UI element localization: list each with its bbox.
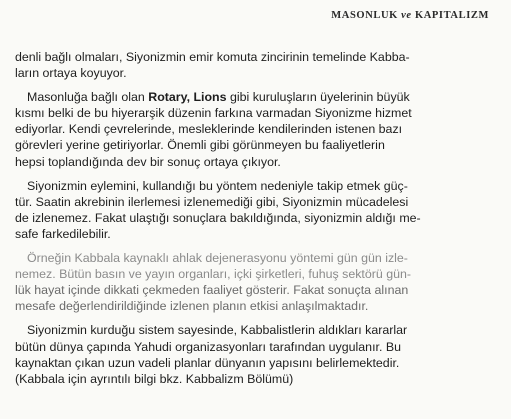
header-title-right: KAPITALIZM — [414, 10, 489, 21]
text-line: (Kabbala için ayrıntılı bilgi bkz. Kabbalizm Bölümü) — [15, 371, 294, 386]
paragraph-5 — [15, 322, 497, 386]
running-header — [331, 10, 489, 21]
text-run: gibi kuruluşların üyelerinin büyük — [226, 90, 410, 105]
header-title-conjunction: ve — [401, 10, 412, 21]
text-line: görevleri yerine getiriyorlar. Önemli gibi görünmeyen bu faaliyetlerin — [15, 138, 385, 153]
text-line: mesafe değerlendirildiğinde izlenen planın etkisi anlaşılmaktadır. — [15, 299, 369, 314]
text-line: Örneğin Kabbala kaynaklı ahlak dejenerasyonu yöntemi gün gün izle- — [27, 251, 408, 266]
text-line: safe farkedilebilir. — [15, 226, 111, 241]
text-line: tür. Saatin akrebinin ilerlemesi izlenemediği gibi, Siyonizmin mücadelesi — [15, 194, 409, 209]
text-line: ların ortaya koyuyor. — [15, 66, 127, 81]
text-line: ediyorlar. Kendi çevrelerinde, mesleklerinde kendilerinden istenen bazı — [15, 122, 403, 137]
bold-organizations: Rotary, Lions — [148, 90, 227, 105]
text-line: Siyonizmin kurduğu sistem sayesinde, Kabbalistlerin aldıkları kararlar — [27, 323, 408, 338]
text-line: lük hayat içinde dikkati çekmeden faaliyet gösterir. Fakat sonuçta alınan — [15, 283, 409, 298]
paragraph-2 — [15, 89, 497, 169]
text-line: bütün dünya çapında Yahudi organizasyonları tarafından uygulanır. Bu — [15, 339, 401, 354]
text-run: Masonluğa bağlı olan — [27, 90, 149, 105]
text-line: kısmı belki de bu hiyerarşik düzenin farkına varmadan Siyonizme hizmet — [15, 106, 412, 121]
text-line: Siyonizmin eylemini, kullandığı bu yöntem nedeniyle takip etmek güç- — [27, 178, 408, 193]
paragraph-3 — [15, 178, 497, 242]
text-line — [15, 89, 497, 105]
text-line: kaynaktan çıkan uzun vadeli planlar dünyanın yapısını belirlemektedir. — [15, 355, 400, 370]
text-line: de izlenemez. Fakat ulaştığı sonuçlara bakıldığında, siyonizmin aldığı me- — [15, 210, 421, 225]
text-line: nemez. Bütün basın ve yayın organları, içki şirketleri, fuhuş sektörü gün- — [15, 267, 412, 282]
text-line: denli bağlı olmaları, Siyonizmin emir komuta zincirinin temelinde Kabba- — [15, 50, 410, 64]
paragraph-1 — [15, 49, 497, 81]
header-title-left: MASONLUK — [331, 10, 398, 21]
text-line: hepsi toplandığında dev bir sonuç ortaya çıkıyor. — [15, 154, 281, 169]
page-body — [15, 49, 497, 395]
paragraph-4 — [15, 250, 497, 314]
